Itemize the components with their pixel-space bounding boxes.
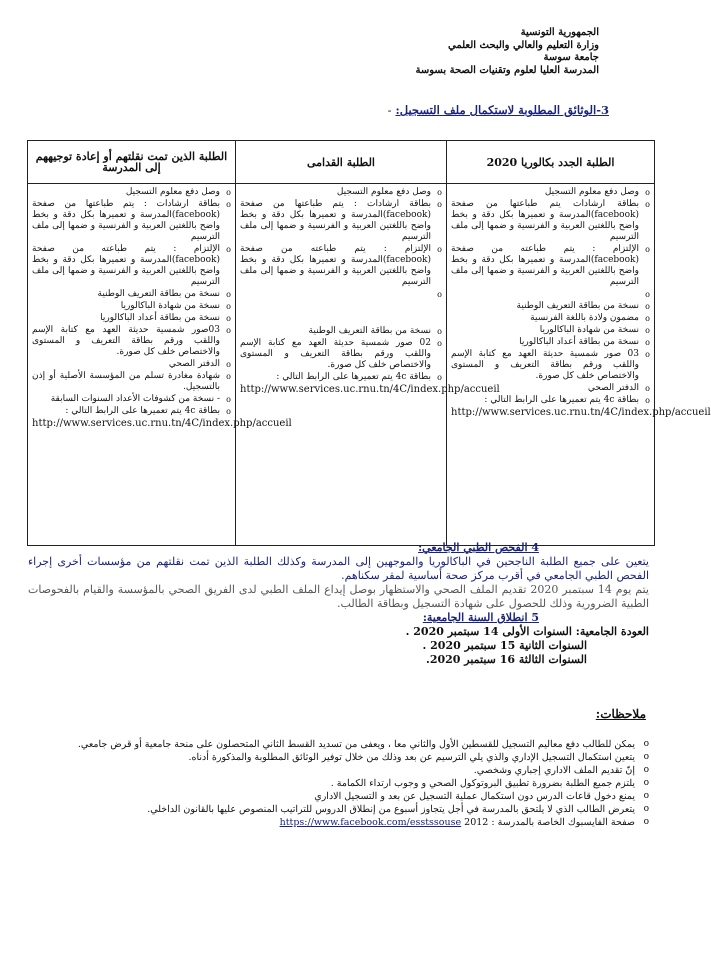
list-item [451,289,650,300]
section-5-title: 5 انطلاق السنة الجامعية: [422,611,539,624]
list-item: o نسخة من بطاقة أعداد الباكالوريا [451,337,650,348]
note-item [30,816,649,829]
list-item: o الإلتزام : يتم طباعته من صفحة (facebook)المدرسة و تعميرها بكل دقة و بخط واضح باللغتين العربية و الفرنسية و ضمها إلى ملف الترسيم [32,244,231,288]
section-3-dash: - [387,103,392,117]
sections-4-5 [28,541,649,667]
list-item: o الإلتزام : يتم طباعته من صفحة (facebook)المدرسة و تعميرها بكل دقة و بخط واضح باللغتين العربية و الفرنسية و ضمها إلى ملف الترسيم [240,244,442,288]
section-3-title: 3-الوثائق المطلوبة لاستكمال ملف التسجيل: [395,103,609,117]
header-transfer-students: الطلبة الذين تمت نقلتهم أو إعادة توجيههم إلى المدرسة [28,141,236,184]
column-old-students [236,184,500,546]
facebook-page-label: صفحة الفايسبوك الخاصة بالمدرسة : 2012 [464,817,635,828]
4c-link[interactable]: http://www.services.uc.rnu.tn/4C/index.php/accueil [32,418,292,429]
list-item: o وصل دفع معلوم التسجيل [240,187,442,198]
list-item [32,418,292,429]
return-date-line-1: العودة الجامعية: السنوات الأولى 14 سبتمبر 2020 . [405,625,649,638]
list-item: o 03صور شمسية حديثة العهد مع كتابة الإسم واللقب ورقم بطاقة التعريف و المستوى والاختصاص خلف كل صورة. [32,325,231,358]
list-item: o نسخة من شهادة الباكالوريا [32,301,231,312]
list-item: o 02 صور شمسية حديثة العهد مع كتابة الإسم واللقب ورقم بطاقة التعريف و المستوى والاختصاص خلف كل صورة. [240,338,442,371]
section-3-heading [348,103,609,117]
section-4-heading [28,541,649,555]
return-date-line-2: السنوات الثانية 15 سبتمبر 2020 . [422,639,587,652]
return-date-line-3: السنوات الثالثة 16 سبتمبر 2020. [426,653,587,666]
list-item: o نسخة من بطاقة التعريف الوطنية [240,326,442,337]
list-item: o بطاقة ارشادات : يتم طباعتها من صفحة (facebook)المدرسة و تعميرها بكل دقة و بخط واضح باللغتين العربية و الفرنسية و ضمها إلى ملف الترسيم [32,199,231,243]
facebook-link[interactable]: https://www.facebook.com/esstssouse [279,817,462,828]
column-transfer-students [28,184,292,546]
notes-title: ملاحظات: [595,707,646,721]
list-item [451,407,711,418]
list-item: o الدفتر الصحي [32,359,231,370]
list-item: o نسخة من بطاقة التعريف الوطنية [451,301,650,312]
list-item: o 03 صور شمسية حديثة العهد مع كتابة الإسم واللقب ورقم بطاقة التعريف و المستوى والاختصاص خلف كل صورة. [451,349,650,382]
list-item: o بطاقة ارشادات يتم طباعتها من صفحة (facebook)المدرسة و تعميرها بكل دقة و بخط واضح باللغتين العربية و الفرنسية و ضمها إلى ملف الترسيم [451,199,650,243]
section-4-paragraph-1: يتعين على جميع الطلبة الناجحين في الباكالوريا والموجهين إلى المدرسة وكذلك الطلبة الذين تمت نقلتهم من مؤسسات أخرى إجراء الفحص الطبي الجامعي في أقرب مركز صحة أساسية لمقر سكناهم. [28,555,649,582]
header-line: الجمهورية التونسية [520,27,599,38]
notes-list [30,738,649,829]
note-item: o يمنع دخول قاعات الدرس دون استكمال عملية التسجيل عن بعد و التسجيل الاداري [30,790,649,803]
list-item: o وصل دفع معلوم التسجيل [32,187,231,198]
header-line: وزارة التعليم والعالي والبحث العلمي [447,39,599,51]
header-line: المدرسة العليا لعلوم وتقنيات الصحة بسوسة [415,64,599,76]
note-item: o يلتزم جميع الطلبة بضرورة تطبيق البروتوكول الصحي و وجوب ارتداء الكمامة . [30,777,649,790]
list-item [240,384,500,395]
list-item: o بطاقة 4c يتم تعميرها على الرابط التالي : [451,395,650,406]
list-item [240,289,442,325]
list-item: o - نسخة من كشوفات الأعداد السنوات السابقة [32,394,231,405]
letterhead [416,27,600,77]
table-body-row [28,184,655,546]
list-item: o بطاقة ارشادات : يتم طباعتها من صفحة (facebook)المدرسة و تعميرها بكل دقة و بخط واضح باللغتين العربية و الفرنسية و ضمها إلى ملف الترسيم [240,199,442,243]
list-item: o الإلتزام : يتم طباعته من صفحة (facebook)المدرسة و تعميرها بكل دقة و بخط واضح باللغتين العربية و الفرنسية و ضمها إلى ملف الترسيم [451,244,650,288]
header-old-students: الطلبة القدامى [236,141,447,184]
list-item: o بطاقة 4c يتم تعميرها على الرابط التالي : [240,372,442,383]
note-item: o إنّ تقديم الملف الاداري إجباري وشخصي. [30,764,649,777]
list-item: o نسخة من بطاقة التعريف الوطنية [32,289,231,300]
note-item: o يتعين استكمال التسجيل الإداري والذي يلي الترسيم عن بعد وذلك من خلال توفير الوثائق المطلوبة والمذكورة أدناه. [30,751,649,764]
list-item: o نسخة من بطاقة أعداد الباكالوريا [32,313,231,324]
header-line: جامعة سوسة [543,52,599,63]
list-item: o بطاقة 4c يتم تعميرها على الرابط التالي : [32,406,231,417]
header-new-students: الطلبة الجدد بكالوريا 2020 [447,141,655,184]
requirements-table [27,140,711,546]
column-new-students [447,184,711,546]
note-item: o يمكن للطالب دفع معاليم التسجيل للقسطين الأول والثاني معا ، ويعفى من تسديد القسط الثاني المتحصلون على منحة جامعية أو قرض جامعي. [30,738,649,751]
section-4-title: 4 الفحص الطبي الجامعي: [418,541,539,554]
list-item: o شهادة مغادرة تسلم من المؤسسة الأصلية أو إذن بالتسجيل. [32,371,231,393]
note-item: o يتعرض الطالب الذي لا يلتحق بالمدرسة في أجل يتجاوز أسبوع من إنطلاق الدروس للتراتيب المنصوص عليها بالقانون الداخلي. [30,803,649,816]
4c-link[interactable]: http://www.services.uc.rnu.tn/4C/index.php/accueil [451,407,711,418]
section-5-heading [28,611,649,625]
table-header-row [28,141,655,184]
list-item: o وصل دفع معلوم التسجيل [451,187,650,198]
4c-link[interactable]: http://www.services.uc.rnu.tn/4C/index.php/accueil [240,384,500,395]
list-item: o نسخة من شهادة الباكالوريا [451,325,650,336]
list-item: o الدفتر الصحي [451,383,650,394]
list-item: o مضمون ولادة باللغة الفرنسية [451,313,650,324]
section-4-paragraph-2: يتم يوم 14 سبتمبر 2020 تقديم الملف الصحي والاستظهار بوصل إيداع الملف الطبي لدى الفريق الصحي بالمؤسسة والقيام بالفحوصات الطبية الضرورية وذلك للحصول على شهادة التسجيل وبطاقة الطالب. [28,583,649,610]
